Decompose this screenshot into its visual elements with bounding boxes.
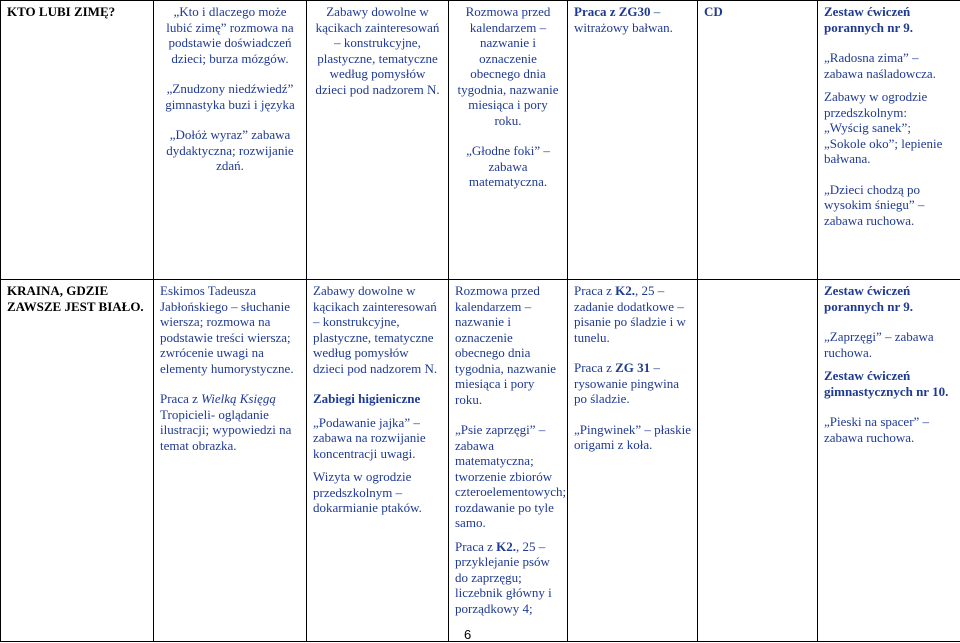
activity-cell	[818, 1, 960, 280]
activity-cell	[307, 1, 449, 280]
text-block: „Pingwinek” – płaskie origami z koła.	[574, 421, 691, 452]
text-block: „Podawanie jajka” – zabawa na rozwijanie koncentracji uwagi.	[313, 414, 426, 461]
topic-cell	[1, 280, 154, 642]
topic-title: KTO LUBI ZIMĘ?	[7, 4, 116, 19]
text-block: „Dzieci chodzą po wysokim śniegu” – zabawa ruchowa.	[824, 181, 925, 228]
text-block: Eskimos Tadeusza Jabłońskiego – słuchanie wiersza; rozmowa na podstawie treści wiersza; zwrócenie uwagi na elementy humorystyczne.	[160, 283, 294, 376]
text-block	[455, 539, 561, 617]
text-block: „Głodne foki” – zabawa matematyczna.	[466, 143, 550, 189]
activity-cell	[307, 280, 449, 642]
text-block: „Dołóż wyraz” zabawa dydaktyczna; rozwijanie zdań.	[166, 127, 294, 173]
section-title: Zabiegi higieniczne	[313, 391, 421, 406]
activity-cell	[568, 1, 698, 280]
activity-cell	[449, 280, 568, 642]
text-block: „Psie zaprzęgi” – zabawa matematyczna; tworzenie zbiorów czteroelementowych; rozdawanie po tyle samo.	[455, 422, 567, 530]
text-block: „Kto i dlaczego może lubić zimę” rozmowa na podstawie doświadczeń dzieci; burza mózgów.	[166, 4, 294, 66]
italic-text: Wielką Księgą	[201, 391, 276, 406]
activity-cell	[698, 1, 818, 280]
activity-cell	[818, 280, 960, 642]
page-number: 6	[464, 627, 472, 642]
section-title: Zestaw ćwiczeń gimnastycznych nr 10.	[824, 368, 949, 399]
text-span: Praca z	[574, 360, 616, 375]
bold-text: K2.	[496, 538, 517, 554]
text-block: CD	[704, 4, 723, 19]
topic-title: KRAINA, GDZIE ZAWSZE JEST BIAŁO.	[7, 283, 144, 314]
section-title: Zestaw ćwiczeń porannych nr 9.	[824, 4, 913, 35]
text-span: Praca z	[455, 538, 497, 554]
activity-cell	[154, 1, 307, 280]
topic-cell	[1, 1, 154, 280]
text-block	[574, 4, 691, 35]
activity-cell	[154, 280, 307, 642]
table-row	[1, 280, 960, 642]
text-block: Zabawy dowolne w kącikach zainteresowań – konstrukcyjne, plastyczne, tematyczne według pomysłów dzieci pod nadzorem N.	[313, 283, 438, 376]
text-block: „Zaprzęgi” – zabawa ruchowa.	[824, 329, 934, 360]
bold-text: ZG 31	[615, 360, 651, 375]
text-span: Praca z	[160, 391, 202, 406]
text-span: Praca z	[574, 283, 616, 298]
text-block: Zabawy dowolne w kącikach zainteresowań – konstrukcyjne, plastyczne, tematyczne według pomysłów dzieci pod nadzorem N.	[315, 4, 440, 97]
text-block: Wizyta w ogrodzie przedszkolnym – dokarmianie ptaków.	[313, 469, 422, 515]
text-span: , 25 – przyklejanie psów do zaprzęgu; liczebnik główny i porządkowy 4;	[455, 538, 552, 616]
bold-text: K2.	[615, 283, 636, 298]
text-block: „Pieski na spacer” – zabawa ruchowa.	[824, 414, 930, 445]
bold-text: Praca z ZG30	[574, 4, 651, 19]
text-span: – witrażowy bałwan.	[574, 4, 673, 35]
activity-cell	[698, 280, 818, 642]
section-title: Zestaw ćwiczeń porannych nr 9.	[824, 283, 913, 314]
text-block: „Radosna zima” – zabawa naśladowcza.	[824, 50, 936, 81]
text-block	[160, 391, 300, 453]
table-row	[1, 1, 960, 280]
text-block: Rozmowa przed kalendarzem – nazwanie i oznaczenie obecnego dnia tygodnia, nazwanie miesiąca i pory roku.	[457, 4, 559, 128]
text-span: Tropicieli- oglądanie ilustracji; wypowiedzi na temat obrazka.	[160, 406, 292, 453]
text-span: – rysowanie pingwina po śladzie.	[574, 360, 680, 406]
text-block: „Znudzony niedźwiedź” gimnastyka buzi i języka	[165, 81, 295, 112]
activity-cell	[568, 280, 698, 642]
text-block	[574, 360, 691, 407]
activity-cell	[449, 1, 568, 280]
text-span: , 25 – zadanie dodatkowe – pisanie po śladzie i w tunelu.	[574, 283, 686, 345]
text-block: Rozmowa przed kalendarzem – nazwanie i oznaczenie obecnego dnia tygodnia, nazwanie miesiąca i pory roku.	[455, 283, 557, 407]
text-block	[574, 283, 691, 345]
text-block: Zabawy w ogrodzie przedszkolnym: „Wyścig sanek”; „Sokole oko”; lepienie bałwana.	[824, 89, 943, 166]
